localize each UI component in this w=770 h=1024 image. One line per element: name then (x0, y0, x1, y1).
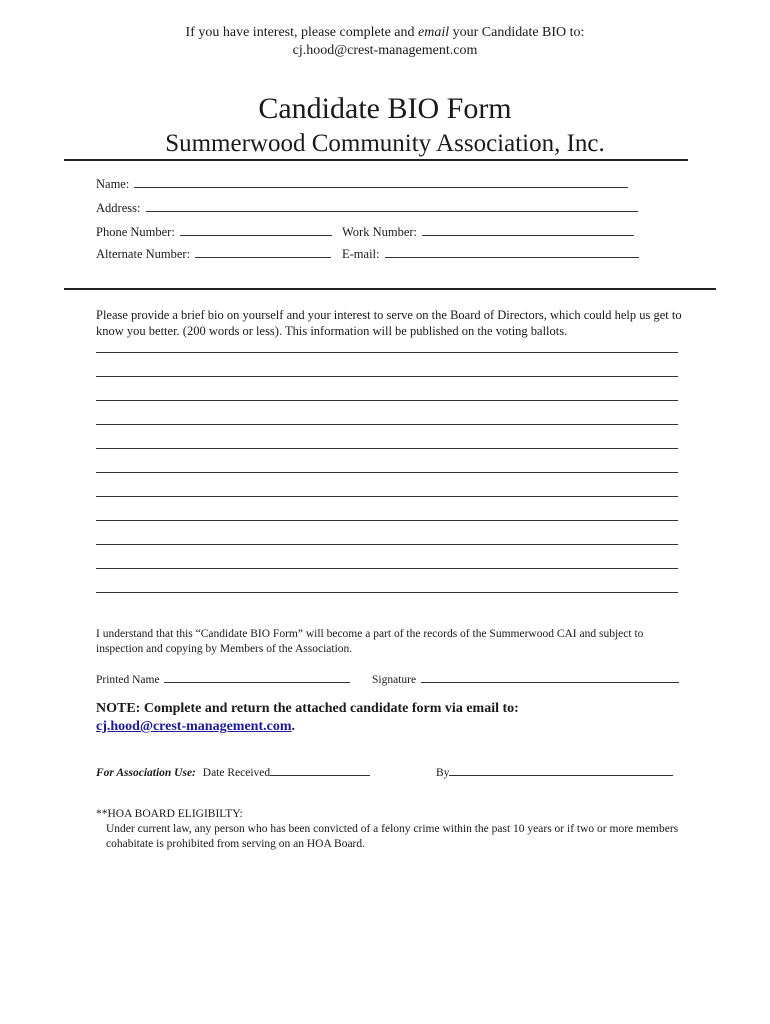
printed-name-label: Printed Name (96, 674, 160, 686)
work-label: Work Number: (342, 225, 418, 239)
intro-emphasis: email (418, 25, 450, 40)
bio-prompt: Please provide a brief bio on yourself and your interest to serve on the Board of Directors, which could help us get to know you better. (200 words or less). This information will be published on the voting ballots. (96, 308, 682, 338)
phone-field (96, 224, 332, 240)
printed-name-field (96, 671, 350, 688)
alternate-number-blank[interactable] (195, 246, 331, 258)
intro-after: your Candidate BIO to: (449, 25, 585, 40)
phone-blank[interactable] (180, 224, 332, 236)
eligibility-heading: **HOA BOARD ELIGIBILTY: (96, 808, 243, 820)
address-label: Address: (96, 201, 141, 215)
bio-line[interactable] (96, 400, 678, 401)
email-blank[interactable] (385, 246, 639, 258)
bio-line[interactable] (96, 472, 678, 473)
eligibility-text: Under current law, any person who has been convicted of a felony crime within the past 10 years or if two or more members cohabitate is prohibited from serving on an HOA Board. (106, 823, 679, 850)
name-blank[interactable] (134, 176, 628, 188)
bio-line[interactable] (96, 424, 678, 425)
intro-text (0, 24, 770, 41)
bio-line[interactable] (96, 448, 678, 449)
by-field (436, 764, 673, 781)
bio-line[interactable] (96, 592, 678, 593)
by-label: By (436, 767, 450, 779)
note-email-link[interactable]: cj.hood@crest-management.com (96, 719, 292, 734)
name-field (96, 176, 628, 192)
acknowledgement-text: I understand that this “Candidate BIO Form” will become a part of the records of the Summerwood CAI and subject to inspection and copying by Members of the Association. (96, 628, 644, 655)
association-use-row (96, 764, 370, 781)
bio-line[interactable] (96, 568, 678, 569)
address-field (96, 200, 638, 216)
bio-line[interactable] (96, 544, 678, 545)
printed-name-blank[interactable] (164, 671, 350, 683)
note-text: NOTE: Complete and return the attached candidate form via email to: (96, 701, 519, 716)
work-number-field (342, 224, 634, 240)
email-label: E-mail: (342, 247, 380, 261)
signature-label: Signature (372, 674, 417, 686)
bio-line[interactable] (96, 376, 678, 377)
name-label: Name: (96, 177, 130, 191)
work-number-blank[interactable] (422, 224, 634, 236)
email-field (342, 246, 639, 262)
title-divider (64, 159, 688, 161)
intro-email: cj.hood@crest-management.com (292, 43, 478, 58)
note-block (96, 700, 696, 736)
by-blank[interactable] (449, 764, 673, 776)
note-period: . (291, 719, 295, 734)
intro-before: If you have interest, please complete and (185, 25, 419, 40)
alternate-number-field (96, 246, 331, 262)
section-divider (64, 288, 716, 290)
bio-line[interactable] (96, 352, 678, 353)
form-title: Candidate BIO Form (258, 92, 512, 125)
address-blank[interactable] (146, 200, 638, 212)
date-received-label: Date Received (202, 767, 271, 779)
alternate-label: Alternate Number: (96, 247, 191, 261)
association-use-label: For Association Use: (96, 767, 196, 779)
bio-line[interactable] (96, 520, 678, 521)
phone-label: Phone Number: (96, 225, 175, 239)
signature-field (372, 671, 679, 688)
date-received-blank[interactable] (270, 764, 370, 776)
bio-line[interactable] (96, 496, 678, 497)
form-subtitle: Summerwood Community Association, Inc. (165, 130, 605, 157)
signature-blank[interactable] (421, 671, 679, 683)
